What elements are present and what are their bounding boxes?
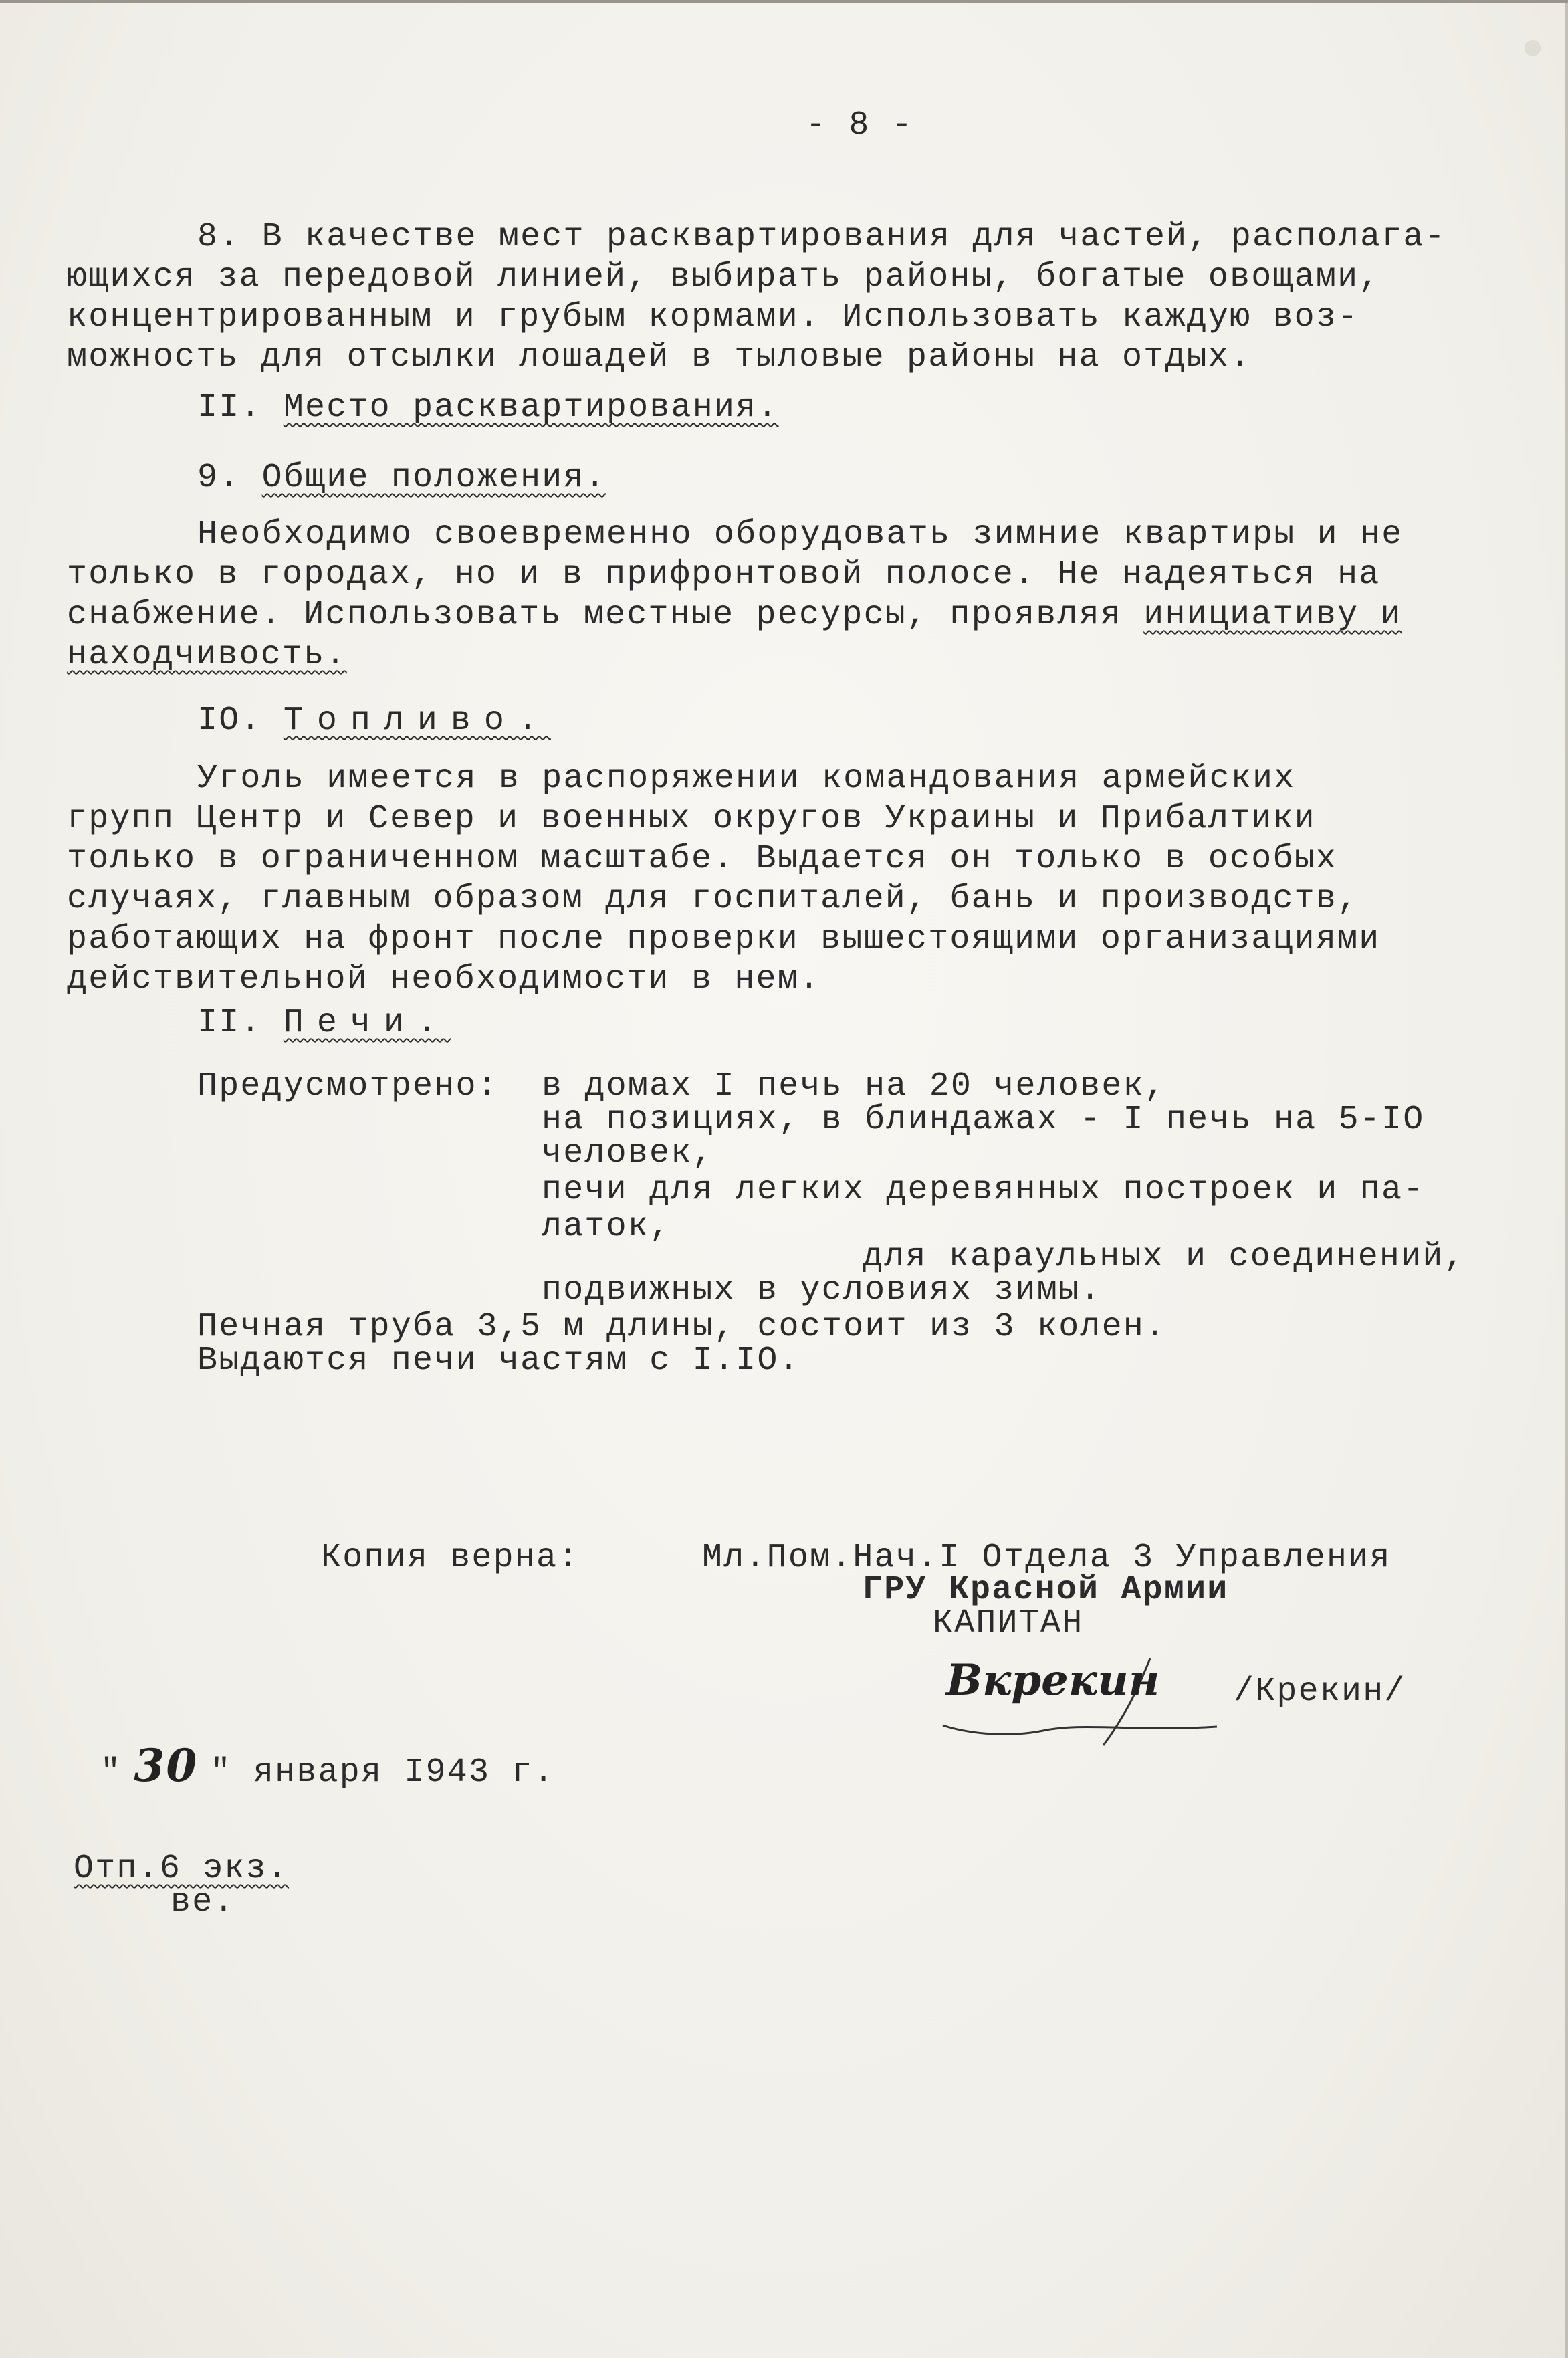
section10-line-5: работающих на фронт после проверки вышестоящими организациями (67, 920, 1381, 958)
section10-line-2: групп Центр и Север и военных округов Украины и Прибалтики (67, 800, 1316, 838)
section9-number: 9. (197, 459, 241, 497)
attestation-position-2: ГРУ Красной Армии (863, 1571, 1229, 1609)
section11-line-2: Выдаются печи частям с I.IO. (197, 1342, 800, 1380)
section9-line-4 (67, 635, 347, 675)
section10-line-3: только в ограниченном масштабе. Выдается он только в особых (67, 840, 1338, 878)
section11-provision-1: в домах I печь на 20 человек, (542, 1067, 1166, 1105)
section11-provision-6: для караульных и соединений, (863, 1238, 1466, 1276)
section8-line-4: можность для отсылки лошадей в тыловые районы на отдых. (67, 338, 1252, 377)
section11-title: Печи. (283, 1004, 451, 1042)
section11-heading (197, 1003, 451, 1043)
section9-title: Общие положения. (261, 459, 606, 497)
section9-emphasis-last: находчивость. (67, 636, 347, 674)
section11-provision-5: латок, (542, 1208, 671, 1246)
section10-line-4: случаях, главным образом для госпиталей, бань и производств, (67, 880, 1359, 918)
footer-copies-text: Отп.6 экз. (74, 1850, 290, 1888)
date-close-quote: " (210, 1753, 232, 1792)
page-number: - 8 - (806, 106, 914, 144)
section8-line-3: концентрированным и грубым кормами. Использовать каждую воз- (67, 298, 1359, 336)
section10-title: Топливо. (283, 702, 551, 740)
section11-provision-2: на позициях, в блиндажах - I печь на 5-IO (542, 1101, 1425, 1139)
sectionII-number: II. (197, 389, 262, 427)
date-day: 30 (134, 1739, 199, 1792)
sectionII-heading (197, 388, 779, 428)
right-edge-shadow (1565, 0, 1568, 2358)
attestation-label: Копия верна: (321, 1539, 580, 1577)
date-rest: января I943 г. (253, 1753, 555, 1792)
top-edge-shadow (0, 0, 1568, 3)
section8-line-1: 8. В качестве мест расквартирования для частей, располага- (197, 218, 1446, 256)
section8-line-2: ющихся за передовой линией, выбирать районы, богатые овощами, (67, 258, 1381, 296)
attestation-rank: КАПИТАН (933, 1604, 1084, 1642)
section10-number: IO. (197, 702, 262, 740)
section11-number: II. (197, 1004, 262, 1042)
section11-provided-label: Предусмотрено: (197, 1067, 499, 1105)
section9-line-1: Необходимо своевременно оборудовать зимние квартиры и не (197, 516, 1404, 554)
section11-provision-4: печи для легких деревянных построек и па- (542, 1171, 1425, 1209)
sectionII-title: Место расквартирования. (283, 389, 779, 427)
footer-initials: ве. (171, 1883, 235, 1921)
section9-line-3-text: снабжение. Использовать местные ресурсы, проявляя (67, 596, 1144, 634)
attestation-position-1: Мл.Пом.Нач.I Отдела 3 Управления (702, 1539, 1391, 1577)
section9-emphasis-inline: инициативу и (1143, 596, 1402, 634)
section11-line-1: Печная труба 3,5 м длины, состоит из 3 колен. (197, 1308, 1167, 1346)
date-line (100, 1739, 555, 1793)
section9-line-3 (67, 595, 1402, 635)
section10-line-1: Уголь имеется в распоряжении командования армейских (197, 760, 1296, 798)
punch-hole-mark (1525, 40, 1541, 56)
attestation-name: /Крекин/ (1234, 1673, 1406, 1711)
section9-line-2: только в городах, но и в прифронтовой полосе. Не надеяться на (67, 556, 1381, 594)
section11-provision-3: человек, (542, 1134, 714, 1172)
section9-heading (197, 458, 606, 498)
date-open-quote: " (100, 1753, 122, 1792)
section10-heading (197, 701, 551, 741)
signature-text: Вкрекин (946, 1655, 1160, 1705)
section11-provision-7: подвижных в условиях зимы. (542, 1271, 1102, 1309)
section10-line-6: действительной необходимости в нем. (67, 960, 821, 998)
